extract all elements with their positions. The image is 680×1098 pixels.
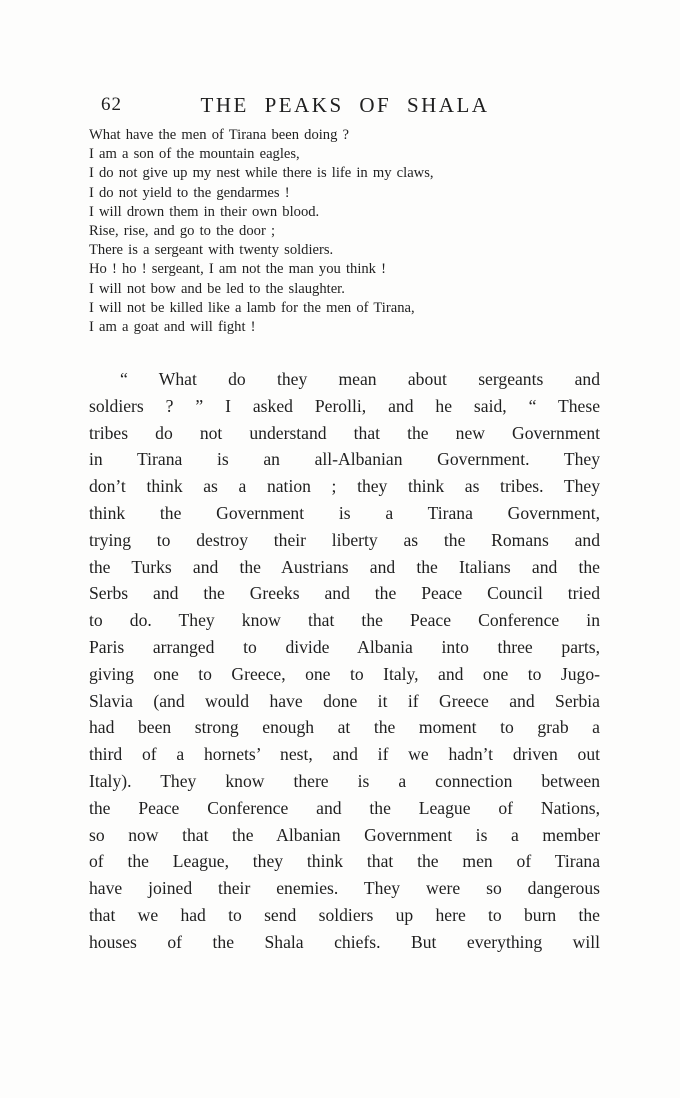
- paragraph-line: think the Government is a Tirana Government,: [89, 502, 600, 523]
- poem-line: I am a goat and will fight !: [89, 319, 256, 336]
- poem-line: There is a sergeant with twenty soldiers.: [89, 242, 334, 259]
- paragraph-line: trying to destroy their liberty as the Romans and: [89, 529, 600, 550]
- paragraph-line: that we had to send soldiers up here to burn the: [89, 904, 600, 925]
- paragraph-line: Serbs and the Greeks and the Peace Council tried: [89, 583, 600, 604]
- poem-line: I will drown them in their own blood.: [89, 203, 320, 220]
- paragraph-line: to do. They know that the Peace Conference in: [89, 610, 600, 631]
- poem-line: Ho ! ho ! sergeant, I am not the man you think !: [89, 261, 386, 278]
- paragraph-line: soldiers ? ” I asked Perolli, and he said, “ These: [89, 395, 600, 416]
- paragraph-line: houses of the Shala chiefs. But everything will: [89, 931, 600, 952]
- paragraph-line: Italy). They know there is a connection between: [89, 770, 600, 791]
- paragraph-line: in Tirana is an all-Albanian Government. They: [89, 449, 600, 470]
- paragraph-line: had been strong enough at the moment to grab a: [89, 717, 600, 738]
- paragraph-line: third of a hornets’ nest, and if we hadn’t driven out: [89, 744, 600, 765]
- body-paragraph: [89, 366, 600, 956]
- paragraph-line: Slavia (and would have done it if Greece and Serbia: [89, 690, 600, 711]
- poem-line: What have the men of Tirana been doing ?: [89, 127, 350, 143]
- poem-line: Rise, rise, and go to the door ;: [89, 223, 276, 240]
- running-header: [89, 93, 601, 117]
- paragraph-line: don’t think as a nation ; they think as tribes. They: [89, 476, 600, 497]
- paragraph-line: of the League, they think that the men of Tirana: [89, 851, 600, 872]
- poem-block: [89, 126, 601, 337]
- running-header-title: THE PEAKS OF SHALA: [200, 93, 490, 117]
- paragraph-line: tribes do not understand that the new Government: [89, 422, 600, 443]
- paragraph-line: “ What do they mean about sergeants and: [120, 369, 600, 389]
- poem-line: I am a son of the mountain eagles,: [89, 146, 300, 163]
- paragraph-line: the Peace Conference and the League of Nations,: [89, 797, 600, 818]
- paragraph-line: Paris arranged to divide Albania into three parts,: [89, 636, 600, 657]
- poem-line: I will not be killed like a lamb for the men of Tirana,: [89, 299, 415, 316]
- paragraph-line: giving one to Greece, one to Italy, and one to Jugo-: [89, 663, 600, 684]
- poem-line: I do not give up my nest while there is life in my claws,: [89, 165, 434, 182]
- poem-line: I will not bow and be led to the slaughter.: [89, 280, 345, 297]
- poem-line: I do not yield to the gendarmes !: [89, 184, 290, 201]
- paragraph-line: the Turks and the Austrians and the Italians and the: [89, 556, 600, 577]
- page-number: 62: [101, 94, 122, 115]
- paragraph-line: have joined their enemies. They were so dangerous: [89, 878, 600, 899]
- paragraph-line: so now that the Albanian Government is a member: [89, 824, 600, 845]
